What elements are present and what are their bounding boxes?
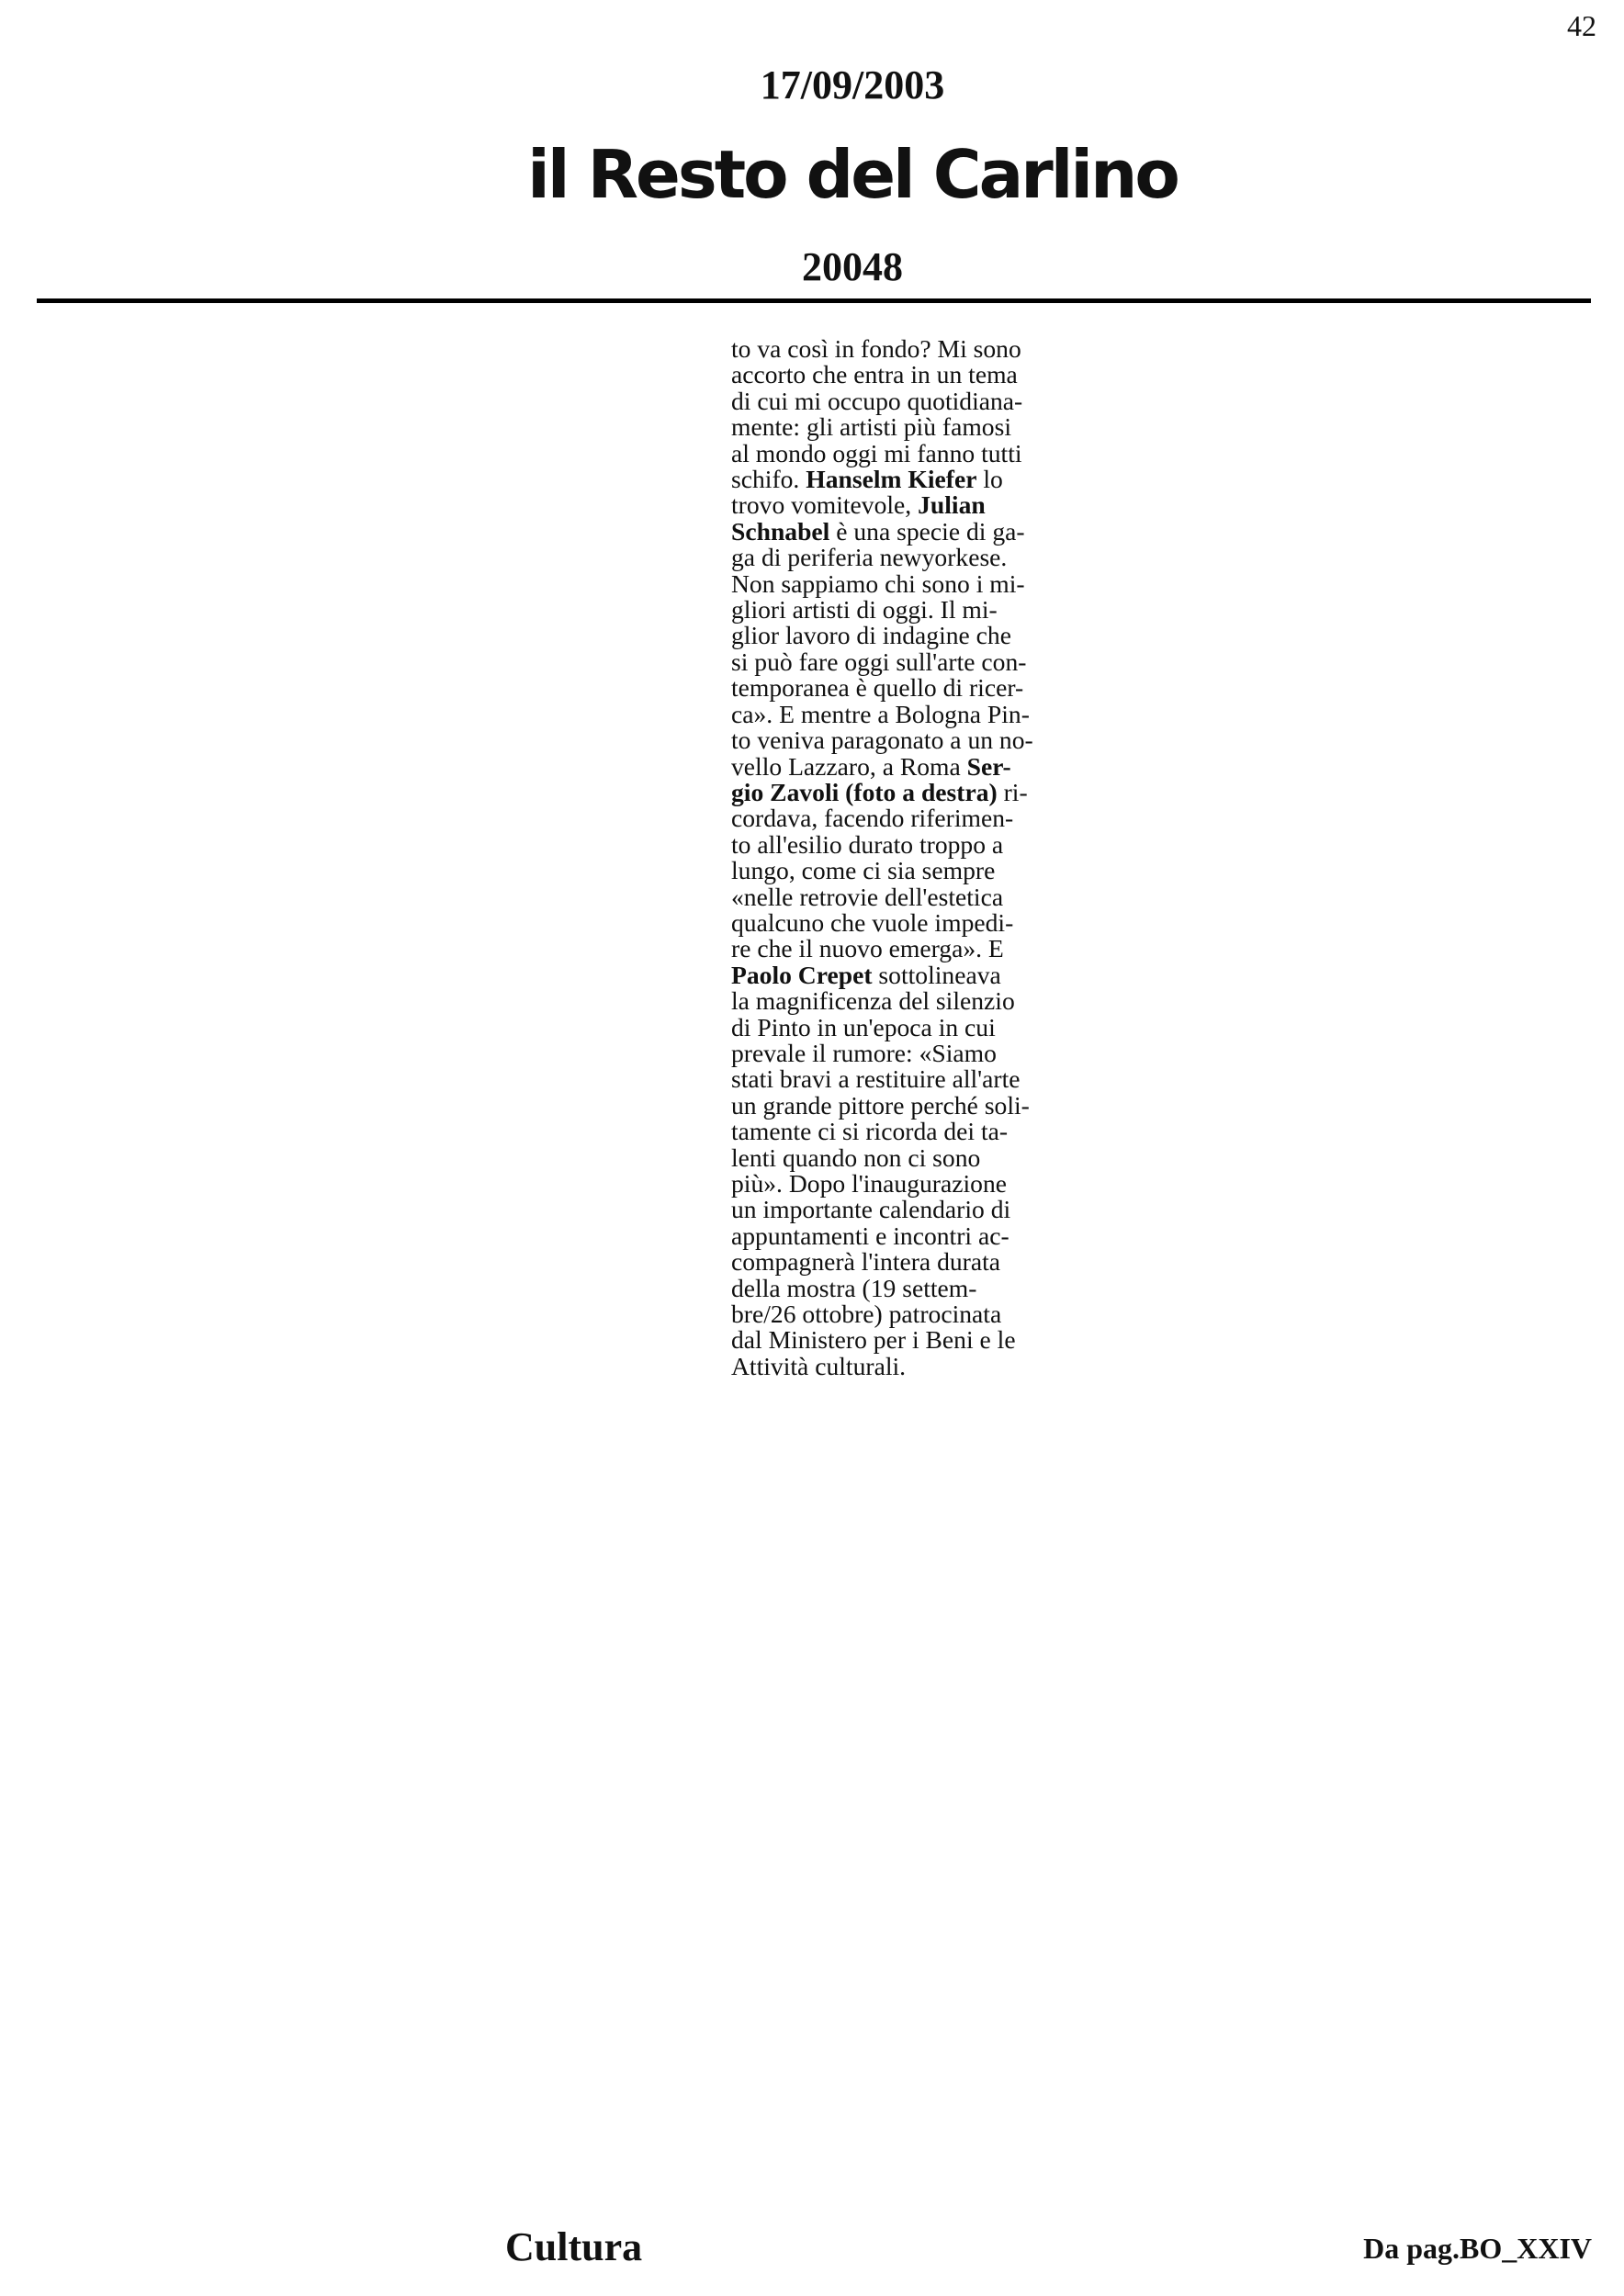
page-number: 42 xyxy=(1567,9,1596,42)
article-line xyxy=(731,1012,1066,1041)
article-text: vello Lazzaro, a Roma xyxy=(731,751,967,781)
article-text: stati bravi a restituire all'arte xyxy=(731,1064,1021,1094)
article-text: al mondo oggi mi fanno tutti xyxy=(731,438,1022,467)
article-text: Attività culturali. xyxy=(731,1351,907,1380)
article-line xyxy=(731,699,1066,728)
article-text: lenti quando non ci sono xyxy=(731,1142,981,1172)
article-line xyxy=(731,568,1066,598)
article-text: to veniva paragonato a un no- xyxy=(731,726,1033,755)
bold-name: Julian xyxy=(918,490,986,520)
article-text: qualcuno che vuole impedi- xyxy=(731,907,1014,937)
article-line xyxy=(731,1351,1066,1380)
article-line xyxy=(731,516,1066,546)
section-label: Cultura xyxy=(505,2224,643,2269)
article-text: «nelle retrovie dell'estetica xyxy=(731,882,1004,911)
article-text: di Pinto in un'epoca in cui xyxy=(731,1012,996,1041)
article-text: più». Dopo l'inaugurazione xyxy=(731,1169,1008,1198)
article-line xyxy=(731,414,1066,440)
bold-name: Paolo Crepet xyxy=(731,960,873,989)
publication-date: 17/09/2003 xyxy=(760,62,945,107)
article-line xyxy=(731,492,1066,518)
article-text: della mostra (19 settem- xyxy=(731,1273,977,1302)
article-line xyxy=(731,751,1066,781)
article-line xyxy=(731,1090,1066,1120)
article-line xyxy=(731,884,1066,910)
article-line xyxy=(731,1301,1066,1327)
article-text: dal Ministero per i Beni e le xyxy=(731,1325,1016,1355)
article-text: sottolineava xyxy=(872,960,1001,989)
article-line xyxy=(731,858,1066,884)
source-page-label: Da pag.BO_XXIV xyxy=(1363,2232,1592,2265)
article-line xyxy=(731,649,1066,675)
article-line xyxy=(731,1273,1066,1302)
article-line xyxy=(731,1327,1066,1353)
article-text: appuntamenti e incontri ac- xyxy=(731,1221,1009,1250)
article-text: to va così in fondo? Mi sono xyxy=(731,334,1021,363)
article-line xyxy=(731,1249,1066,1275)
article-line xyxy=(731,467,1066,492)
article-text: la magnificenza del silenzio xyxy=(731,986,1015,1016)
article-text: di cui mi occupo quotidiana- xyxy=(731,386,1023,415)
article-text: tamente ci si ricorda dei ta- xyxy=(731,1117,1009,1146)
article-line xyxy=(731,438,1066,467)
article-text: lo xyxy=(976,465,1003,494)
article-line xyxy=(731,597,1066,623)
article-text: ca». E mentre a Bologna Pin- xyxy=(731,699,1030,728)
article-text: re che il nuovo emerga». E xyxy=(731,934,1004,963)
article-line xyxy=(731,623,1066,648)
article-line xyxy=(731,1066,1066,1092)
article-line xyxy=(731,936,1066,962)
newspaper-masthead: il Resto del Carlino xyxy=(527,136,1178,213)
article-line xyxy=(731,1171,1066,1197)
article-text: gliori artisti di oggi. Il mi- xyxy=(731,595,998,625)
article-line xyxy=(731,777,1066,806)
article-line xyxy=(731,675,1066,701)
bold-name: Ser- xyxy=(966,751,1011,781)
article-line xyxy=(731,805,1066,831)
article-text: to all'esilio durato troppo a xyxy=(731,829,1004,859)
article-line xyxy=(731,388,1066,414)
article-text: trovo vomitevole, xyxy=(731,490,919,520)
article-line xyxy=(731,1038,1066,1067)
article-text: prevale il rumore: «Siamo xyxy=(731,1038,997,1067)
article-line xyxy=(731,727,1066,753)
article-text: lungo, come ci sia sempre xyxy=(731,856,996,885)
article-column xyxy=(731,336,1066,1379)
bold-name: Hanselm Kiefer xyxy=(806,465,977,494)
article-text: schifo. xyxy=(731,465,806,494)
article-text: un importante calendario di xyxy=(731,1195,1011,1224)
article-line xyxy=(731,336,1066,362)
article-text: un grande pittore perché soli- xyxy=(731,1090,1030,1120)
article-line xyxy=(731,1197,1066,1222)
article-line xyxy=(731,1223,1066,1249)
bold-name: Schnabel xyxy=(731,516,830,546)
article-text: mente: gli artisti più famosi xyxy=(731,412,1012,442)
article-line xyxy=(731,362,1066,388)
document-id: 20048 xyxy=(802,244,903,289)
article-text: Non sappiamo chi sono i mi- xyxy=(731,568,1025,598)
header-divider xyxy=(37,298,1591,303)
article-text: è una specie di ga- xyxy=(829,516,1025,546)
article-text: ri- xyxy=(997,777,1028,806)
bold-name: gio Zavoli (foto a destra) xyxy=(731,777,998,806)
article-text: bre/26 ottobre) patrocinata xyxy=(731,1300,1002,1329)
article-text: si può fare oggi sull'arte con- xyxy=(731,647,1027,676)
article-text: glior lavoro di indagine che xyxy=(731,621,1011,650)
article-line xyxy=(731,1142,1066,1172)
article-text: ga di periferia newyorkese. xyxy=(731,543,1008,572)
article-line xyxy=(731,962,1066,988)
article-line xyxy=(731,907,1066,937)
article-line xyxy=(731,545,1066,570)
article-text: cordava, facendo riferimen- xyxy=(731,804,1014,833)
article-text: accorto che entra in un tema xyxy=(731,360,1018,389)
article-text: temporanea è quello di ricer- xyxy=(731,673,1024,703)
article-text: compagnerà l'intera durata xyxy=(731,1247,1001,1277)
article-line xyxy=(731,988,1066,1014)
article-line xyxy=(731,829,1066,859)
article-line xyxy=(731,1119,1066,1144)
